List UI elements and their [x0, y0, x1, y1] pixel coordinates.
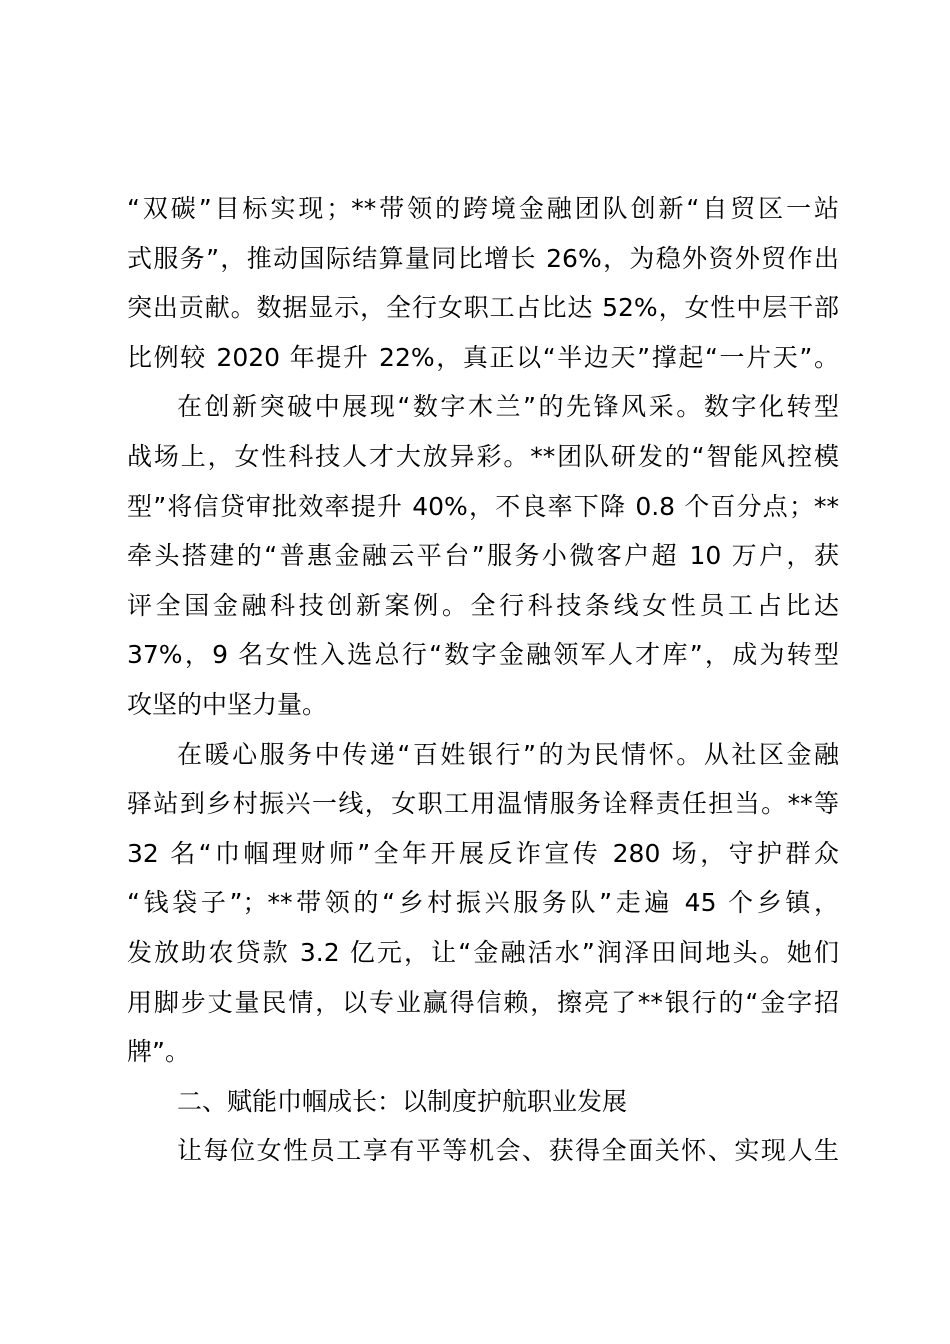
paragraph-line: “双碳”目标实现；**带领的跨境金融团队创新“自贸区一站 [127, 194, 839, 223]
paragraph-line: 突出贡献。数据显示，全行女职工占比达 52%，女性中层干部 [127, 293, 839, 323]
document-body [127, 184, 839, 1176]
paragraph-line: 发放助农贷款 3.2 亿元，让“金融活水”润泽田间地头。她们 [127, 937, 839, 967]
paragraph-line: 评全国金融科技创新案例。全行科技条线女性员工占比达 [127, 590, 839, 620]
paragraph-line: 在创新突破中展现“数字木兰”的先锋风采。数字化转型 [177, 392, 839, 422]
paragraph-line: 牵头搭建的“普惠金融云平台”服务小微客户超 10 万户，获 [127, 541, 839, 571]
paragraph-line: 让每位女性员工享有平等机会、获得全面关怀、实现人生 [177, 1136, 839, 1166]
section-heading: 二、赋能巾帼成长：以制度护航职业发展 [177, 1086, 628, 1116]
paragraph-line: “钱袋子”；**带领的“乡村振兴服务队”走遍 45 个乡镇， [127, 888, 839, 918]
paragraph-line: 攻坚的中坚力量。 [127, 689, 328, 719]
paragraph-line: 在暖心服务中传递“百姓银行”的为民情怀。从社区金融 [177, 739, 839, 769]
paragraph-line: 32 名“巾帼理财师”全年开展反诈宣传 280 场，守护群众 [127, 838, 839, 868]
paragraph-line: 用脚步丈量民情，以专业赢得信赖，擦亮了**银行的“金字招 [127, 987, 839, 1017]
paragraph-line: 比例较 2020 年提升 22%，真正以“半边天”撑起“一片天”。 [127, 342, 839, 372]
paragraph-line: 战场上，女性科技人才大放异彩。**团队研发的“智能风控模 [127, 441, 839, 471]
paragraph-line: 37%，9 名女性入选总行“数字金融领军人才库”，成为转型 [127, 640, 839, 670]
paragraph-line: 牌”。 [127, 1037, 190, 1067]
paragraph-line: 驿站到乡村振兴一线，女职工用温情服务诠释责任担当。**等 [127, 789, 839, 819]
paragraph-line: 型”将信贷审批效率提升 40%，不良率下降 0.8 个百分点；** [127, 491, 839, 521]
paragraph-line: 式服务”，推动国际结算量同比增长 26%，为稳外资外贸作出 [127, 243, 839, 273]
